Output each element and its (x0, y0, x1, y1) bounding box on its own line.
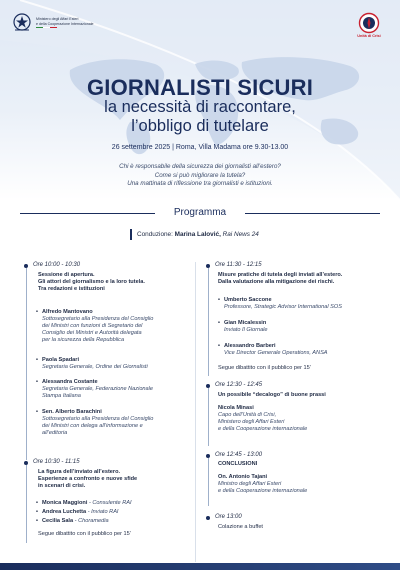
timeline-dot (206, 454, 210, 458)
speaker-name: Cecilia Sala (42, 518, 74, 524)
session-2-debate-note: Segue dibattito con il pubblico per 15’ (38, 531, 131, 537)
speaker-name: Andrea Luchetta (42, 509, 87, 515)
session-5 (206, 452, 396, 459)
speaker-role-line: Inviato Il Giornale (224, 327, 268, 333)
speaker-role-line: Ministro degli Affari Esteri (218, 481, 282, 487)
timeline-line-right-3 (208, 458, 209, 506)
session-5-title-line: CONCLUSIONI (218, 461, 258, 467)
session-1-title (38, 272, 198, 293)
intro-line-2: Come si può migliorare la tutela? (154, 171, 246, 179)
session-2 (24, 459, 194, 466)
speaker-role: - Choramedia (74, 518, 109, 524)
speaker-role-line: per la sicurezza della Repubblica (42, 337, 125, 343)
session-1 (24, 262, 194, 269)
session-1-title-line-1: Sessione di apertura. (38, 272, 95, 278)
speaker-role-line: Sottosegretario alla Presidenza del Consiglio (42, 416, 154, 422)
timeline-line-left-2 (26, 465, 27, 543)
speaker-role: - Consulente RAI (88, 500, 132, 506)
speaker-sala: • Cecilia Sala - Choramedia (36, 518, 109, 524)
ministry-line-2: e della Cooperazione Internazionale (36, 21, 94, 26)
speaker-name: Sen. Alberto Barachini (42, 409, 102, 415)
footer-band (0, 563, 400, 570)
speaker-name: Nicola Minasi (218, 405, 254, 411)
speaker-role-line: Segretaria Generale, Federazione Nazionale (42, 386, 154, 392)
speaker-role-line: dei Ministri con funzioni di Segretario del (42, 323, 143, 329)
conductor-outlet: Rai News 24 (222, 231, 259, 238)
conduction-label: Conduzione: (137, 231, 173, 238)
speaker-role-line: Vice Director Generale Operations, ANSA (224, 350, 328, 356)
intro-line-1: Chi è responsabile della sicurezza dei giornalisti all’estero? (119, 163, 281, 170)
speaker-role-line: Segretaria Generale, Ordine dei Giornalisti (42, 364, 148, 370)
session-4-title-line: Un possibile “decalogo” di buone prassi (218, 392, 326, 398)
speaker-name: Umberto Saccone (224, 297, 272, 303)
session-3 (206, 262, 396, 269)
session-4-time: Ore 12:30 - 12:45 (215, 382, 263, 388)
intro-line-3: Una mattinata di riflessione tra giornalisti e istituzioni. (127, 180, 273, 188)
ministry-line-1: Ministero degli Affari Esteri (36, 17, 79, 21)
session-3-title (218, 272, 398, 286)
session-3-title-line-2: Dalla valutazione alla mitigazione dei rischi. (218, 279, 335, 285)
session-3-debate-note: Segue dibattito con il pubblico per 15’ (218, 365, 311, 371)
session-6-title-line: Colazione a buffet (218, 524, 263, 530)
speaker-name: Alfredo Mantovano (42, 309, 93, 315)
speaker-saccone: • Umberto Saccone Professore, Strategic Advisor International SOS (224, 297, 394, 311)
session-3-title-line-1: Misure pratiche di tutela degli inviati all’estero. (218, 272, 343, 278)
session-2-title-line-1: La figura dell’inviato all’estero. (38, 469, 121, 475)
programma-heading: Programma (173, 207, 227, 218)
session-2-title-line-2: Esperienze a confronto e nuove sfide (38, 476, 138, 482)
session-6-title (218, 524, 398, 531)
speaker-micalessin: • Gian Micalessin Inviato Il Giornale (224, 320, 394, 334)
speaker-role-line: e della Cooperazione internazionale (218, 488, 308, 494)
session-1-title-line-3: Tra redazioni e istituzioni (38, 286, 105, 292)
speaker-name: Alessandra Costante (42, 379, 98, 385)
speaker-role-line: Consiglio dei Ministri e Autorità delegata (42, 330, 142, 336)
timeline-line-right-1 (208, 268, 209, 376)
timeline-dot (24, 461, 28, 465)
session-1-time: Ore 10:00 - 10:30 (33, 262, 81, 268)
subtitle-line-2: l’obbligo di tutelare (131, 117, 269, 135)
timeline-dot (206, 516, 210, 520)
speaker-spadari: • Paola Spadari Segretaria Generale, Ordine dei Giornalisti (42, 357, 197, 371)
speaker-name: Monica Maggioni (42, 500, 88, 506)
timeline-line-right-2 (208, 388, 209, 446)
speaker-barachini: • Sen. Alberto Barachini Sottosegretario alla Presidenza del Consiglio dei Ministri con delega all’informazione e all’editoria (42, 409, 197, 437)
speaker-role-line: e della Cooperazione internazionale (218, 426, 308, 432)
session-4 (206, 382, 396, 389)
speaker-name: Paola Spadari (42, 357, 79, 363)
event-intro (0, 163, 400, 189)
event-title: GIORNALISTI SICURI (86, 75, 314, 100)
crisis-unit-logo-icon (358, 12, 380, 34)
speaker-name: Alessandro Barberi (224, 343, 276, 349)
speaker-role-line: Professore, Strategic Advisor International SOS (224, 304, 342, 310)
session-4-title (218, 392, 398, 399)
speaker-luchetta: • Andrea Luchetta - Inviato RAI (36, 509, 119, 515)
speaker-name: Gian Micalessin (224, 320, 267, 326)
speaker-role-line: Ministero degli Affari Esteri (218, 419, 285, 425)
speaker-mantovano: • Alfredo Mantovano Sottosegretario alla Presidenza del Consiglio dei Ministri con funzioni di Segretario del Consiglio dei Ministri e Autorità delegata per la sicurezza della Repubblica (42, 309, 197, 344)
speaker-barberi: • Alessandro Barberi Vice Director Generale Operations, ANSA (224, 343, 394, 357)
session-2-title-line-3: in scenari di crisi. (38, 483, 86, 489)
session-2-title (38, 469, 198, 490)
speaker-role-line: dei Ministri con delega all’informazione e (42, 423, 143, 429)
session-6-time: Ore 13:00 (215, 514, 242, 520)
speaker-costante: • Alessandra Costante Segretaria Generale, Federazione Nazionale Stampa Italiana (42, 379, 197, 400)
crisis-unit-logo-label: Unità di Crisi (357, 34, 381, 38)
speaker-role-line: Stampa Italiana (42, 393, 81, 399)
conduction-line (130, 229, 259, 240)
speaker-tajani (218, 474, 398, 495)
speaker-maggioni: • Monica Maggioni - Consulente RAI (36, 500, 132, 506)
conductor-name: Marina Lalović, (174, 231, 221, 238)
ministry-name (36, 17, 126, 26)
divider-right (245, 213, 380, 214)
speaker-role-line: all’editoria (42, 430, 68, 436)
timeline-line-left-1 (26, 268, 27, 460)
timeline-dot (24, 264, 28, 268)
session-6 (206, 514, 396, 521)
speaker-role-line: Capo dell’Unità di Crisi, (218, 412, 277, 418)
session-5-title (218, 461, 398, 468)
tricolor-line (36, 15, 58, 16)
timeline-dot (206, 384, 210, 388)
session-5-time: Ore 12:45 - 13:00 (215, 452, 263, 458)
speaker-role: - Inviato RAI (87, 509, 119, 515)
speaker-minasi (218, 405, 398, 433)
event-date-location: 26 settembre 2025 | Roma, Villa Madama ore 9.30-13.00 (111, 144, 289, 151)
speaker-name: On. Antonio Tajani (218, 474, 268, 480)
republic-emblem-icon (12, 12, 32, 34)
session-2-time: Ore 10:30 - 11:15 (33, 459, 80, 465)
session-1-title-line-2: Gli attori del giornalismo e la loro tutela. (38, 279, 145, 285)
session-3-time: Ore 11:30 - 12:15 (215, 262, 262, 268)
speaker-role-line: Sottosegretario alla Presidenza del Consiglio (42, 316, 154, 322)
timeline-dot (206, 264, 210, 268)
event-subtitle (0, 98, 400, 136)
subtitle-line-1: la necessità di raccontare, (104, 98, 296, 116)
